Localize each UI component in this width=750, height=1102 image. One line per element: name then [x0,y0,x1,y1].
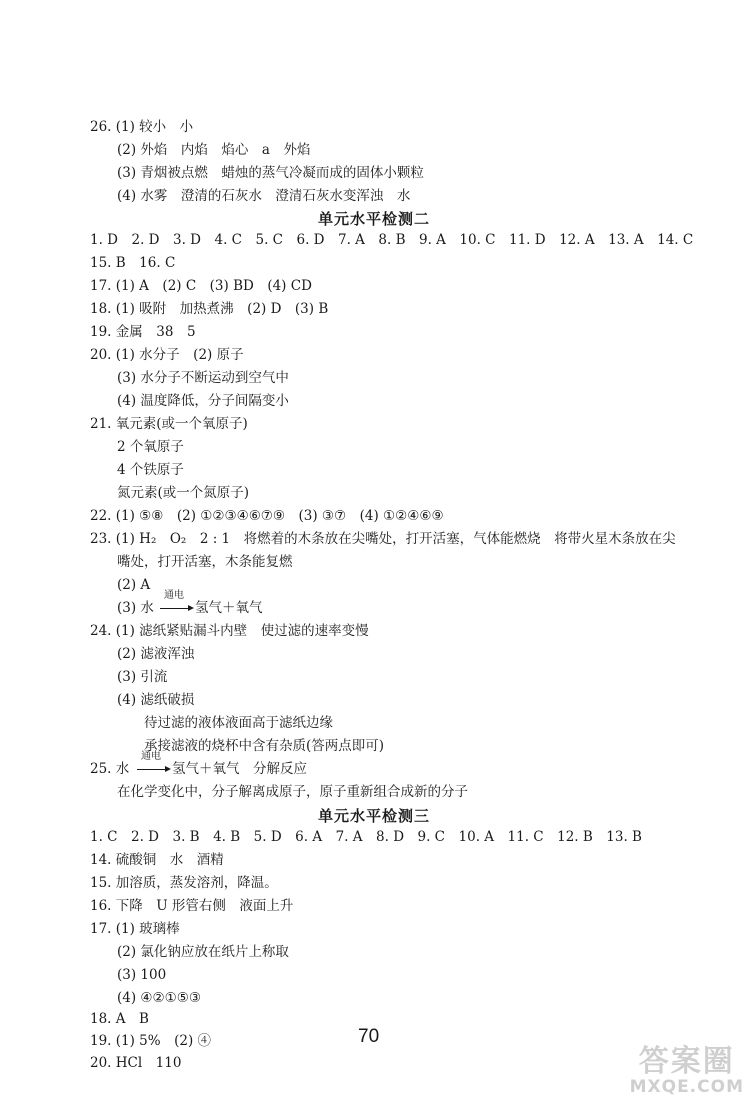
arrowhead [188,605,194,611]
answer-line: 17. (1) A (2) C (3) BD (4) CD [90,278,312,294]
answer-line: (2) 滤液浑浊 [117,646,195,662]
answer-line: 1. D 2. D 3. D 4. C 5. C 6. D 7. A 8. B 9. A 10. C 11. D 12. A 13. A 14. C [90,232,694,248]
answer-line: 2 个氧原子 [117,439,184,455]
section-heading-3: 单元水平检测三 [318,807,431,825]
equation-products: 氢气＋氧气 [195,600,263,616]
answer-line: 在化学变化中，分子解离成原子，原子重新组合成新的分子 [117,784,468,800]
equation-prefix: (3) 水 [117,600,154,616]
answer-line: 15. 加溶质，蒸发溶剂，降温。 [90,875,278,891]
answer-line: 4 个铁原子 [117,462,184,478]
answer-line: (3) 100 [117,967,167,983]
answer-line: 嘴处，打开活塞，木条能复燃 [117,554,293,570]
page-number: 70 [358,1026,380,1047]
answer-line: (3) 青烟被点燃 蜡烛的蒸气冷凝而成的固体小颗粒 [117,165,424,181]
answer-line: 15. B 16. C [90,255,176,271]
answer-line: 18. (1) 吸附 加热煮沸 (2) D (3) B [90,301,329,317]
answer-line: 22. (1) ⑤⑧ (2) ①②③④⑥⑦⑨ (3) ③⑦ (4) ①②④⑥⑨ [90,508,444,524]
answer-line: 17. (1) 玻璃棒 [90,921,180,937]
answer-line: 待过滤的液体液面高于滤纸边缘 [144,715,333,731]
answer-line: 20. (1) 水分子 (2) 原子 [90,347,244,363]
answer-line: (2) A [117,577,151,593]
answer-line: 16. 下降 U 形管右侧 液面上升 [90,898,294,914]
reaction-arrow [160,608,188,609]
answer-line: (2) 外焰 内焰 焰心 a 外焰 [117,142,311,158]
answer-line: 1. C 2. D 3. B 4. B 5. D 6. A 7. A 8. D 9. C 10. A 11. C 12. B 13. B [90,829,642,845]
reaction-arrow [137,769,165,770]
section-heading-2: 单元水平检测二 [318,210,431,228]
answer-line: (4) ④②①⑤③ [117,990,201,1006]
answer-line: 承接滤液的烧杯中含有杂质(答两点即可) [144,738,385,754]
answer-line: (4) 温度降低，分子间隔变小 [117,393,289,409]
answer-line: 14. 硫酸铜 水 酒精 [90,852,224,868]
answer-line: 20. HCl 110 [90,1055,182,1071]
answer-line: (2) 氯化钠应放在纸片上称取 [117,944,289,960]
answer-line: 26. (1) 较小 小 [90,119,194,135]
answer-line: 19. 金属 38 5 [90,324,196,340]
equation-products: 氢气＋氧气 分解反应 [172,761,307,777]
answer-line: 21. 氧元素(或一个氧原子) [90,416,248,432]
answer-line: (4) 水雾 澄清的石灰水 澄清石灰水变浑浊 水 [117,188,411,204]
answer-line: 23. (1) H₂ O₂ 2 : 1 将燃着的木条放在尖嘴处，打开活塞，气体能燃烧 将带火星木条放在尖 [90,531,676,547]
answer-line: (3) 水分子不断运动到空气中 [117,370,289,386]
answer-line: 氮元素(或一个氮原子) [117,485,250,501]
answer-line: (4) 滤纸破损 [117,692,195,708]
watermark-logo [630,1046,744,1096]
watermark-top-text: 答案圈 [638,1044,735,1079]
equation-condition: 通电 [141,751,161,762]
answer-line: 18. A B [90,1011,149,1027]
answer-line: 19. (1) 5% (2) ④ [90,1033,212,1049]
answer-line: 24. (1) 滤纸紧贴漏斗内壁 使过滤的速率变慢 [90,623,369,639]
equation-condition: 通电 [164,590,184,601]
answer-line: (3) 引流 [117,669,168,685]
equation-prefix: 25. 水 [90,761,130,777]
watermark-bottom-text: MXQE.COM [629,1077,744,1097]
arrowhead [165,766,171,772]
